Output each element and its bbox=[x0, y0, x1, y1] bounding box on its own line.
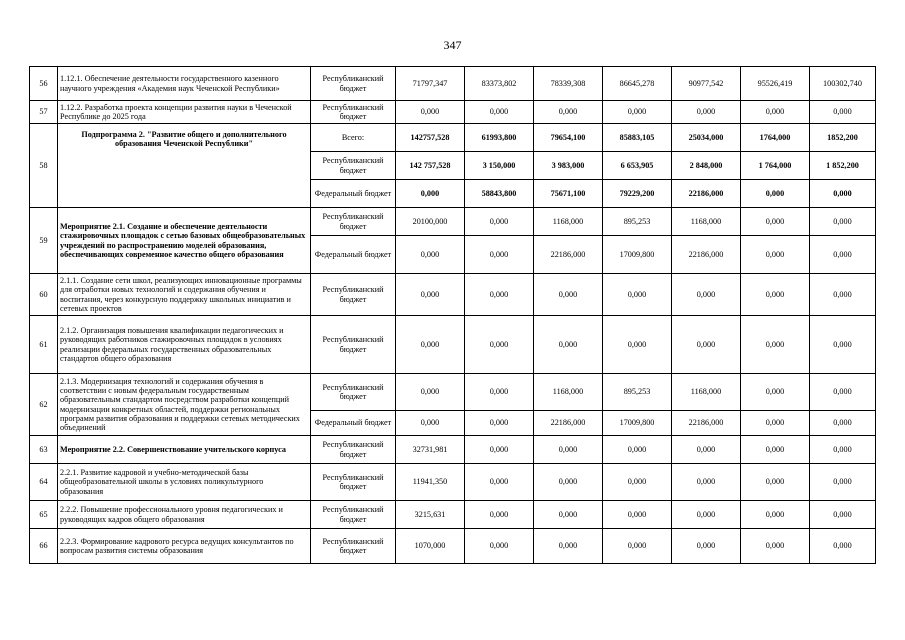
amount-cell: 895,253 bbox=[603, 374, 672, 411]
amount-cell: 0,000 bbox=[603, 274, 672, 316]
amount-cell: 0,000 bbox=[741, 529, 810, 564]
amount-cell: 895,253 bbox=[603, 208, 672, 236]
row-description: 2.2.1. Развитие кадровой и учебно-методической базы общеобразовательной школы в условиях поликультурного образования bbox=[58, 464, 311, 501]
amount-cell: 1168,000 bbox=[534, 208, 603, 236]
amount-cell: 95526,419 bbox=[741, 67, 810, 101]
amount-cell: 22186,000 bbox=[672, 411, 741, 436]
amount-cell: 86645,278 bbox=[603, 67, 672, 101]
amount-cell: 100302,740 bbox=[810, 67, 876, 101]
table-row bbox=[30, 464, 876, 501]
table-row bbox=[30, 101, 876, 124]
funding-source: Республиканский бюджет bbox=[311, 529, 396, 564]
row-description: 1.12.1. Обеспечение деятельности государственного казенного научного учреждения «Академия наук Чеченской Республики» bbox=[58, 67, 311, 101]
funding-source: Республиканский бюджет bbox=[311, 374, 396, 411]
row-number: 63 bbox=[30, 436, 58, 464]
amount-cell: 3 983,000 bbox=[534, 152, 603, 180]
amount-cell: 0,000 bbox=[672, 464, 741, 501]
budget-table bbox=[29, 66, 876, 564]
row-description: Мероприятие 2.2. Совершенствование учительского корпуса bbox=[58, 436, 311, 464]
row-description: 2.1.2. Организация повышения квалификации педагогических и руководящих работников стажировочных площадок в условиях реализации федеральных государственных образовательных стандартов общего образования bbox=[58, 316, 311, 374]
amount-cell: 22186,000 bbox=[672, 180, 741, 208]
amount-cell: 0,000 bbox=[810, 411, 876, 436]
table-row bbox=[30, 208, 876, 236]
funding-source: Республиканский бюджет bbox=[311, 152, 396, 180]
amount-cell: 0,000 bbox=[741, 208, 810, 236]
amount-cell: 0,000 bbox=[465, 274, 534, 316]
amount-cell: 0,000 bbox=[741, 464, 810, 501]
amount-cell: 0,000 bbox=[396, 274, 465, 316]
amount-cell: 0,000 bbox=[465, 464, 534, 501]
amount-cell: 0,000 bbox=[534, 316, 603, 374]
amount-cell: 0,000 bbox=[672, 274, 741, 316]
amount-cell: 0,000 bbox=[810, 316, 876, 374]
row-description: Мероприятие 2.1. Создание и обеспечение деятельности стажировочных площадок с сетью базовых общеобразовательных учреждений по распространению моделей образования, обеспечивающих современное качество общего образования bbox=[58, 208, 311, 274]
amount-cell: 0,000 bbox=[603, 501, 672, 529]
funding-source: Республиканский бюджет bbox=[311, 436, 396, 464]
amount-cell: 0,000 bbox=[396, 411, 465, 436]
row-description: 1.12.2. Разработка проекта концепции развития науки в Чеченской Республике до 2025 года bbox=[58, 101, 311, 124]
amount-cell: 142757,528 bbox=[396, 124, 465, 152]
amount-cell: 0,000 bbox=[603, 464, 672, 501]
row-number: 56 bbox=[30, 67, 58, 101]
amount-cell: 0,000 bbox=[672, 436, 741, 464]
amount-cell: 1764,000 bbox=[741, 124, 810, 152]
amount-cell: 1852,200 bbox=[810, 124, 876, 152]
amount-cell: 0,000 bbox=[465, 101, 534, 124]
amount-cell: 0,000 bbox=[603, 436, 672, 464]
table-row bbox=[30, 274, 876, 316]
amount-cell: 17009,800 bbox=[603, 236, 672, 274]
funding-source: Федеральный бюджет bbox=[311, 180, 396, 208]
amount-cell: 0,000 bbox=[741, 374, 810, 411]
amount-cell: 0,000 bbox=[741, 101, 810, 124]
amount-cell: 3 150,000 bbox=[465, 152, 534, 180]
amount-cell: 1 764,000 bbox=[741, 152, 810, 180]
amount-cell: 0,000 bbox=[534, 501, 603, 529]
amount-cell: 22186,000 bbox=[672, 236, 741, 274]
row-description: 2.2.3. Формирование кадрового ресурса ведущих консультантов по вопросам развития системы образования bbox=[58, 529, 311, 564]
amount-cell: 3215,631 bbox=[396, 501, 465, 529]
amount-cell: 1168,000 bbox=[534, 374, 603, 411]
amount-cell: 90977,542 bbox=[672, 67, 741, 101]
table-row bbox=[30, 436, 876, 464]
row-number: 61 bbox=[30, 316, 58, 374]
amount-cell: 0,000 bbox=[465, 236, 534, 274]
amount-cell: 0,000 bbox=[465, 316, 534, 374]
row-description: Подпрограмма 2. "Развитие общего и дополнительного образования Чеченской Республики" bbox=[58, 124, 311, 208]
amount-cell: 79229,200 bbox=[603, 180, 672, 208]
table-row bbox=[30, 124, 876, 152]
amount-cell: 58843,800 bbox=[465, 180, 534, 208]
amount-cell: 22186,000 bbox=[534, 236, 603, 274]
amount-cell: 0,000 bbox=[672, 529, 741, 564]
amount-cell: 0,000 bbox=[534, 464, 603, 501]
amount-cell: 0,000 bbox=[741, 501, 810, 529]
amount-cell: 71797,347 bbox=[396, 67, 465, 101]
amount-cell: 1070,000 bbox=[396, 529, 465, 564]
amount-cell: 0,000 bbox=[396, 236, 465, 274]
amount-cell: 0,000 bbox=[810, 436, 876, 464]
amount-cell: 0,000 bbox=[396, 374, 465, 411]
amount-cell: 0,000 bbox=[741, 236, 810, 274]
amount-cell: 0,000 bbox=[465, 374, 534, 411]
amount-cell: 0,000 bbox=[603, 316, 672, 374]
funding-source: Республиканский бюджет bbox=[311, 67, 396, 101]
amount-cell: 0,000 bbox=[810, 101, 876, 124]
table-row bbox=[30, 374, 876, 411]
amount-cell: 0,000 bbox=[741, 316, 810, 374]
amount-cell: 32731,981 bbox=[396, 436, 465, 464]
amount-cell: 0,000 bbox=[465, 529, 534, 564]
amount-cell: 0,000 bbox=[810, 529, 876, 564]
amount-cell: 0,000 bbox=[810, 501, 876, 529]
amount-cell: 0,000 bbox=[534, 274, 603, 316]
table-row bbox=[30, 316, 876, 374]
amount-cell: 0,000 bbox=[534, 436, 603, 464]
amount-cell: 0,000 bbox=[741, 436, 810, 464]
funding-source: Республиканский бюджет bbox=[311, 316, 396, 374]
amount-cell: 17009,800 bbox=[603, 411, 672, 436]
table-row bbox=[30, 529, 876, 564]
amount-cell: 0,000 bbox=[465, 208, 534, 236]
amount-cell: 20100,000 bbox=[396, 208, 465, 236]
amount-cell: 0,000 bbox=[741, 180, 810, 208]
row-number: 64 bbox=[30, 464, 58, 501]
amount-cell: 0,000 bbox=[396, 316, 465, 374]
amount-cell: 85883,105 bbox=[603, 124, 672, 152]
amount-cell: 0,000 bbox=[534, 101, 603, 124]
amount-cell: 61993,800 bbox=[465, 124, 534, 152]
amount-cell: 0,000 bbox=[672, 501, 741, 529]
funding-source: Федеральный бюджет bbox=[311, 411, 396, 436]
row-description: 2.2.2. Повышение профессионального уровня педагогических и руководящих кадров общего образования bbox=[58, 501, 311, 529]
funding-source: Федеральный бюджет bbox=[311, 236, 396, 274]
funding-source: Республиканский бюджет bbox=[311, 464, 396, 501]
row-number: 57 bbox=[30, 101, 58, 124]
amount-cell: 22186,000 bbox=[534, 411, 603, 436]
amount-cell: 78339,308 bbox=[534, 67, 603, 101]
amount-cell: 83373,802 bbox=[465, 67, 534, 101]
page-number: 347 bbox=[443, 38, 462, 52]
row-description: 2.1.3. Модернизация технологий и содержания обучения в соответствии с новым федеральным государственным образовательным стандартом посредством разработки концепций модернизации конкретных областей, поддержки региональных программ развития образования и поддержки сетевых методических объединений bbox=[58, 374, 311, 436]
amount-cell: 11941,350 bbox=[396, 464, 465, 501]
amount-cell: 0,000 bbox=[741, 274, 810, 316]
funding-source: Республиканский бюджет bbox=[311, 208, 396, 236]
amount-cell: 2 848,000 bbox=[672, 152, 741, 180]
amount-cell: 0,000 bbox=[741, 411, 810, 436]
amount-cell: 0,000 bbox=[810, 180, 876, 208]
table-row bbox=[30, 501, 876, 529]
funding-source: Республиканский бюджет bbox=[311, 501, 396, 529]
funding-source: Республиканский бюджет bbox=[311, 274, 396, 316]
funding-source: Республиканский бюджет bbox=[311, 101, 396, 124]
amount-cell: 0,000 bbox=[603, 529, 672, 564]
amount-cell: 1168,000 bbox=[672, 208, 741, 236]
amount-cell: 0,000 bbox=[810, 374, 876, 411]
table-row bbox=[30, 67, 876, 101]
amount-cell: 1 852,200 bbox=[810, 152, 876, 180]
row-description: 2.1.1. Создание сети школ, реализующих инновационные программы для отработки новых технологий и содержания обучения и воспитания, через конкурсную поддержку школьных инициатив и сетевых проектов bbox=[58, 274, 311, 316]
row-number: 66 bbox=[30, 529, 58, 564]
row-number: 60 bbox=[30, 274, 58, 316]
amount-cell: 79654,100 bbox=[534, 124, 603, 152]
row-number: 59 bbox=[30, 208, 58, 274]
amount-cell: 0,000 bbox=[534, 529, 603, 564]
amount-cell: 0,000 bbox=[465, 436, 534, 464]
row-number: 62 bbox=[30, 374, 58, 436]
amount-cell: 0,000 bbox=[396, 180, 465, 208]
amount-cell: 0,000 bbox=[810, 208, 876, 236]
row-number: 65 bbox=[30, 501, 58, 529]
row-number: 58 bbox=[30, 124, 58, 208]
amount-cell: 0,000 bbox=[465, 501, 534, 529]
amount-cell: 0,000 bbox=[810, 464, 876, 501]
amount-cell: 0,000 bbox=[465, 411, 534, 436]
amount-cell: 0,000 bbox=[672, 101, 741, 124]
amount-cell: 142 757,528 bbox=[396, 152, 465, 180]
amount-cell: 25034,000 bbox=[672, 124, 741, 152]
amount-cell: 0,000 bbox=[672, 316, 741, 374]
amount-cell: 1168,000 bbox=[672, 374, 741, 411]
amount-cell: 75671,100 bbox=[534, 180, 603, 208]
amount-cell: 0,000 bbox=[396, 101, 465, 124]
amount-cell: 0,000 bbox=[603, 101, 672, 124]
amount-cell: 6 653,905 bbox=[603, 152, 672, 180]
amount-cell: 0,000 bbox=[810, 236, 876, 274]
funding-source: Всего: bbox=[311, 124, 396, 152]
amount-cell: 0,000 bbox=[810, 274, 876, 316]
